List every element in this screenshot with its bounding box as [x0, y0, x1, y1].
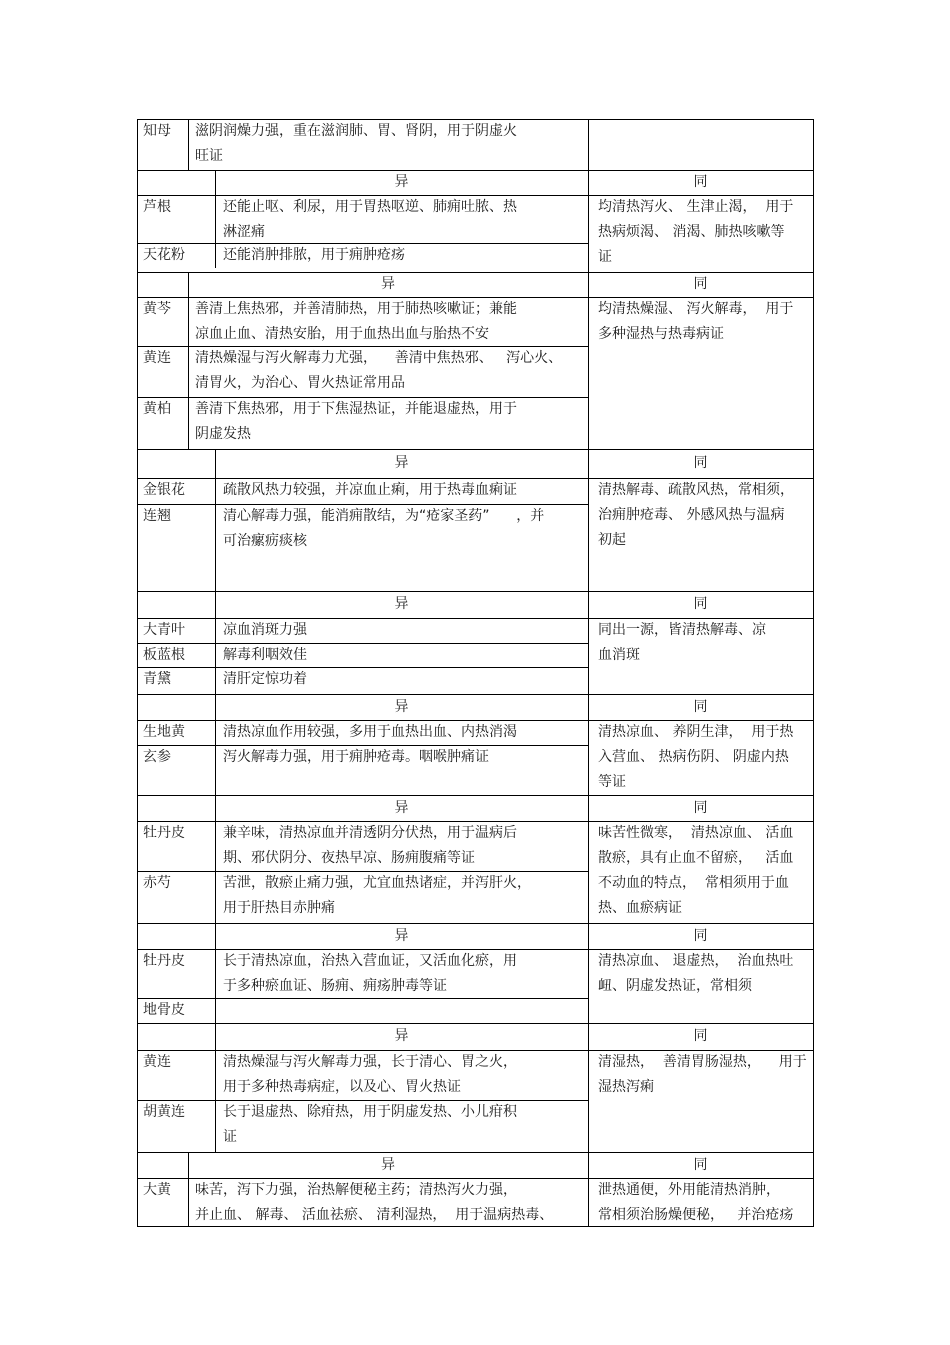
herb-similarities-text: 清热解毒、疏散风热，常相须， 治痈肿疮毒、 外感风热与温病 初起	[598, 482, 794, 548]
herb-differences-text: 清心解毒力强，能消痈散结，为“疮家圣药” ，并 可治瘰疬痰核	[223, 508, 545, 549]
table-rule-vertical	[813, 1023, 814, 1152]
table-rule-vertical	[813, 119, 814, 170]
herb-similarities-text: 均清热泻火、 生津止渴， 用于 热病烦渴、 消渴、肺热咳嗽等 证	[598, 199, 794, 265]
herb-name: 大青叶	[143, 622, 185, 638]
table-rule-vertical	[588, 119, 589, 170]
table-rule-vertical	[215, 195, 216, 243]
table-rule-vertical	[215, 1050, 216, 1100]
table-rule-vertical	[188, 346, 189, 397]
column-header-differences: 异	[381, 1157, 395, 1173]
column-header-differences: 异	[394, 800, 409, 816]
herb-name: 黄连	[143, 1054, 171, 1070]
table-rule-vertical	[215, 243, 216, 268]
table-rule-vertical	[188, 297, 189, 346]
column-header-differences: 异	[394, 1028, 409, 1044]
table-rule-vertical	[813, 795, 814, 923]
table-rule-vertical	[813, 694, 814, 795]
column-header-similarities: 同	[693, 699, 708, 715]
column-header-differences: 异	[381, 276, 395, 292]
herb-differences-text: 善清上焦热邪，并善清肺热，用于肺热咳嗽证；兼能 凉血止血、清热安胎，用于血热出血与胎热不安	[195, 301, 517, 342]
herb-name: 大黄	[143, 1182, 171, 1198]
table-rule-vertical	[137, 795, 138, 923]
table-rule-vertical	[588, 272, 589, 449]
herb-name: 胡黄连	[143, 1104, 185, 1120]
herb-differences-text: 长于退虚热、除疳热，用于阴虚发热、小儿疳积 证	[223, 1104, 517, 1145]
herb-similarities-text: 清热凉血、 养阴生津， 用于热 入营血、 热病伤阴、 阴虚内热 等证	[598, 724, 794, 790]
herb-similarities-text: 味苦性微寒， 清热凉血、 活血 散瘀，具有止血不留瘀， 活血 不动血的特点， 常相须用于血 热、血瘀病证	[598, 825, 794, 916]
herb-name: 黄连	[143, 350, 171, 366]
herb-name: 生地黄	[143, 724, 185, 740]
table-rule-vertical	[215, 949, 216, 998]
table-rule-vertical	[813, 591, 814, 694]
herb-differences-text: 清热燥湿与泻火解毒力强，长于清心、胃之火， 用于多种热毒病症，以及心、胃火热证	[223, 1054, 517, 1095]
table-rule-vertical	[215, 667, 216, 694]
table-rule-vertical	[215, 871, 216, 923]
herb-differences-text: 解毒利咽效佳	[223, 647, 307, 663]
herb-name: 地骨皮	[143, 1002, 185, 1018]
column-header-similarities: 同	[693, 174, 708, 190]
column-header-differences: 异	[394, 596, 409, 612]
table-rule-vertical	[215, 998, 216, 1023]
column-header-similarities: 同	[693, 276, 708, 292]
column-header-similarities: 同	[693, 1028, 708, 1044]
herb-name: 天花粉	[143, 247, 185, 263]
herb-name: 知母	[143, 123, 171, 139]
herb-differences-text: 滋阴润燥力强，重在滋润肺、胃、肾阴，用于阴虚火 旺证	[195, 123, 517, 164]
herb-differences-text: 味苦，泻下力强，治热解便秘主药；清热泻火力强， 并止血、 解毒、 活血祛瘀、 清利湿热， 用于温病热毒、	[195, 1182, 554, 1223]
column-header-differences: 异	[394, 928, 409, 944]
table-rule-vertical	[813, 170, 814, 272]
column-header-differences: 异	[394, 174, 409, 190]
table-rule-vertical	[215, 504, 216, 591]
table-rule-vertical	[215, 618, 216, 643]
herb-differences-text: 苦泄，散瘀止痛力强，尤宜血热诸症，并泻肝火， 用于肝热目赤肿痛	[223, 875, 531, 916]
table-rule-vertical	[188, 397, 189, 449]
herb-similarities-text: 同出一源，皆清热解毒、凉 血消斑	[598, 622, 766, 663]
herb-differences-text: 长于清热凉血，治热入营血证，又活血化瘀，用 于多种瘀血证、肠痈、痈疡肿毒等证	[223, 953, 517, 994]
herb-differences-text: 清热燥湿与泻火解毒力尤强， 善清中焦热邪、 泻心火、 清胃火，为治心、胃火热证常用品	[195, 350, 563, 391]
table-rule-vertical	[137, 1152, 138, 1226]
table-rule-vertical	[137, 170, 138, 272]
column-header-similarities: 同	[693, 800, 708, 816]
table-rule-vertical	[137, 119, 138, 170]
table-rule-vertical	[215, 745, 216, 795]
table-rule-vertical	[215, 478, 216, 504]
column-header-similarities: 同	[693, 928, 708, 944]
herb-differences-text: 凉血消斑力强	[223, 622, 307, 638]
table-rule-vertical	[215, 643, 216, 667]
table-rule-horizontal	[137, 1226, 814, 1227]
table-rule-vertical	[215, 821, 216, 871]
table-rule-vertical	[188, 119, 189, 170]
table-rule-vertical	[215, 1100, 216, 1152]
table-rule-vertical	[813, 272, 814, 449]
column-header-similarities: 同	[693, 596, 708, 612]
column-header-similarities: 同	[693, 1157, 708, 1173]
herb-name: 牡丹皮	[143, 953, 185, 969]
table-rule-vertical	[215, 720, 216, 745]
herb-differences-text: 清热凉血作用较强，多用于血热出血、内热消渴	[223, 724, 517, 740]
herb-similarities-text: 泄热通便，外用能清热消肿， 常相须治肠燥便秘， 并治疮疡	[598, 1182, 794, 1223]
herb-differences-text: 还能消肿排脓，用于痈肿疮疡	[223, 247, 405, 263]
herb-name: 连翘	[143, 508, 171, 524]
herb-name: 芦根	[143, 199, 171, 215]
herb-name: 青黛	[143, 671, 171, 687]
table-rule-vertical	[137, 1023, 138, 1152]
herb-differences-text: 兼辛味，清热凉血并清透阴分伏热，用于温病后 期、邪伏阴分、夜热早凉、肠痈腹痛等证	[223, 825, 517, 866]
table-rule-vertical	[813, 449, 814, 591]
column-header-similarities: 同	[693, 455, 708, 471]
herb-name: 板蓝根	[143, 647, 185, 663]
herb-name: 黄柏	[143, 401, 171, 417]
herb-differences-text: 疏散风热力较强，并凉血止痢，用于热毒血痢证	[223, 482, 517, 498]
herb-differences-text: 泻火解毒力强，用于痈肿疮毒。咽喉肿痛证	[223, 749, 489, 765]
table-rule-vertical	[137, 272, 138, 449]
herb-name: 赤芍	[143, 875, 171, 891]
table-rule-vertical	[813, 923, 814, 1023]
column-header-differences: 异	[394, 699, 409, 715]
herb-differences-text: 还能止呕、利尿，用于胃热呕逆、肺痈吐脓、热 淋涩痛	[223, 199, 517, 240]
herb-name: 牡丹皮	[143, 825, 185, 841]
herb-differences-text: 清肝定惊功着	[223, 671, 307, 687]
herb-name: 金银花	[143, 482, 185, 498]
herb-differences-text: 善清下焦热邪，用于下焦湿热证，并能退虚热，用于 阴虚发热	[195, 401, 517, 442]
table-rule-vertical	[813, 1152, 814, 1226]
herb-name: 玄参	[143, 749, 171, 765]
table-rule-vertical	[137, 923, 138, 1023]
herb-name: 黄芩	[143, 301, 171, 317]
table-rule-vertical	[137, 449, 138, 591]
herb-similarities-text: 清湿热， 善清胃肠湿热， 用于 湿热泻痢	[598, 1054, 807, 1095]
table-rule-vertical	[188, 1178, 189, 1226]
herb-similarities-text: 均清热燥湿、 泻火解毒， 用于 多种湿热与热毒病证	[598, 301, 794, 342]
herb-similarities-text: 清热凉血、 退虚热， 治血热吐 衄、阴虚发热证，常相须	[598, 953, 794, 994]
column-header-differences: 异	[394, 455, 409, 471]
